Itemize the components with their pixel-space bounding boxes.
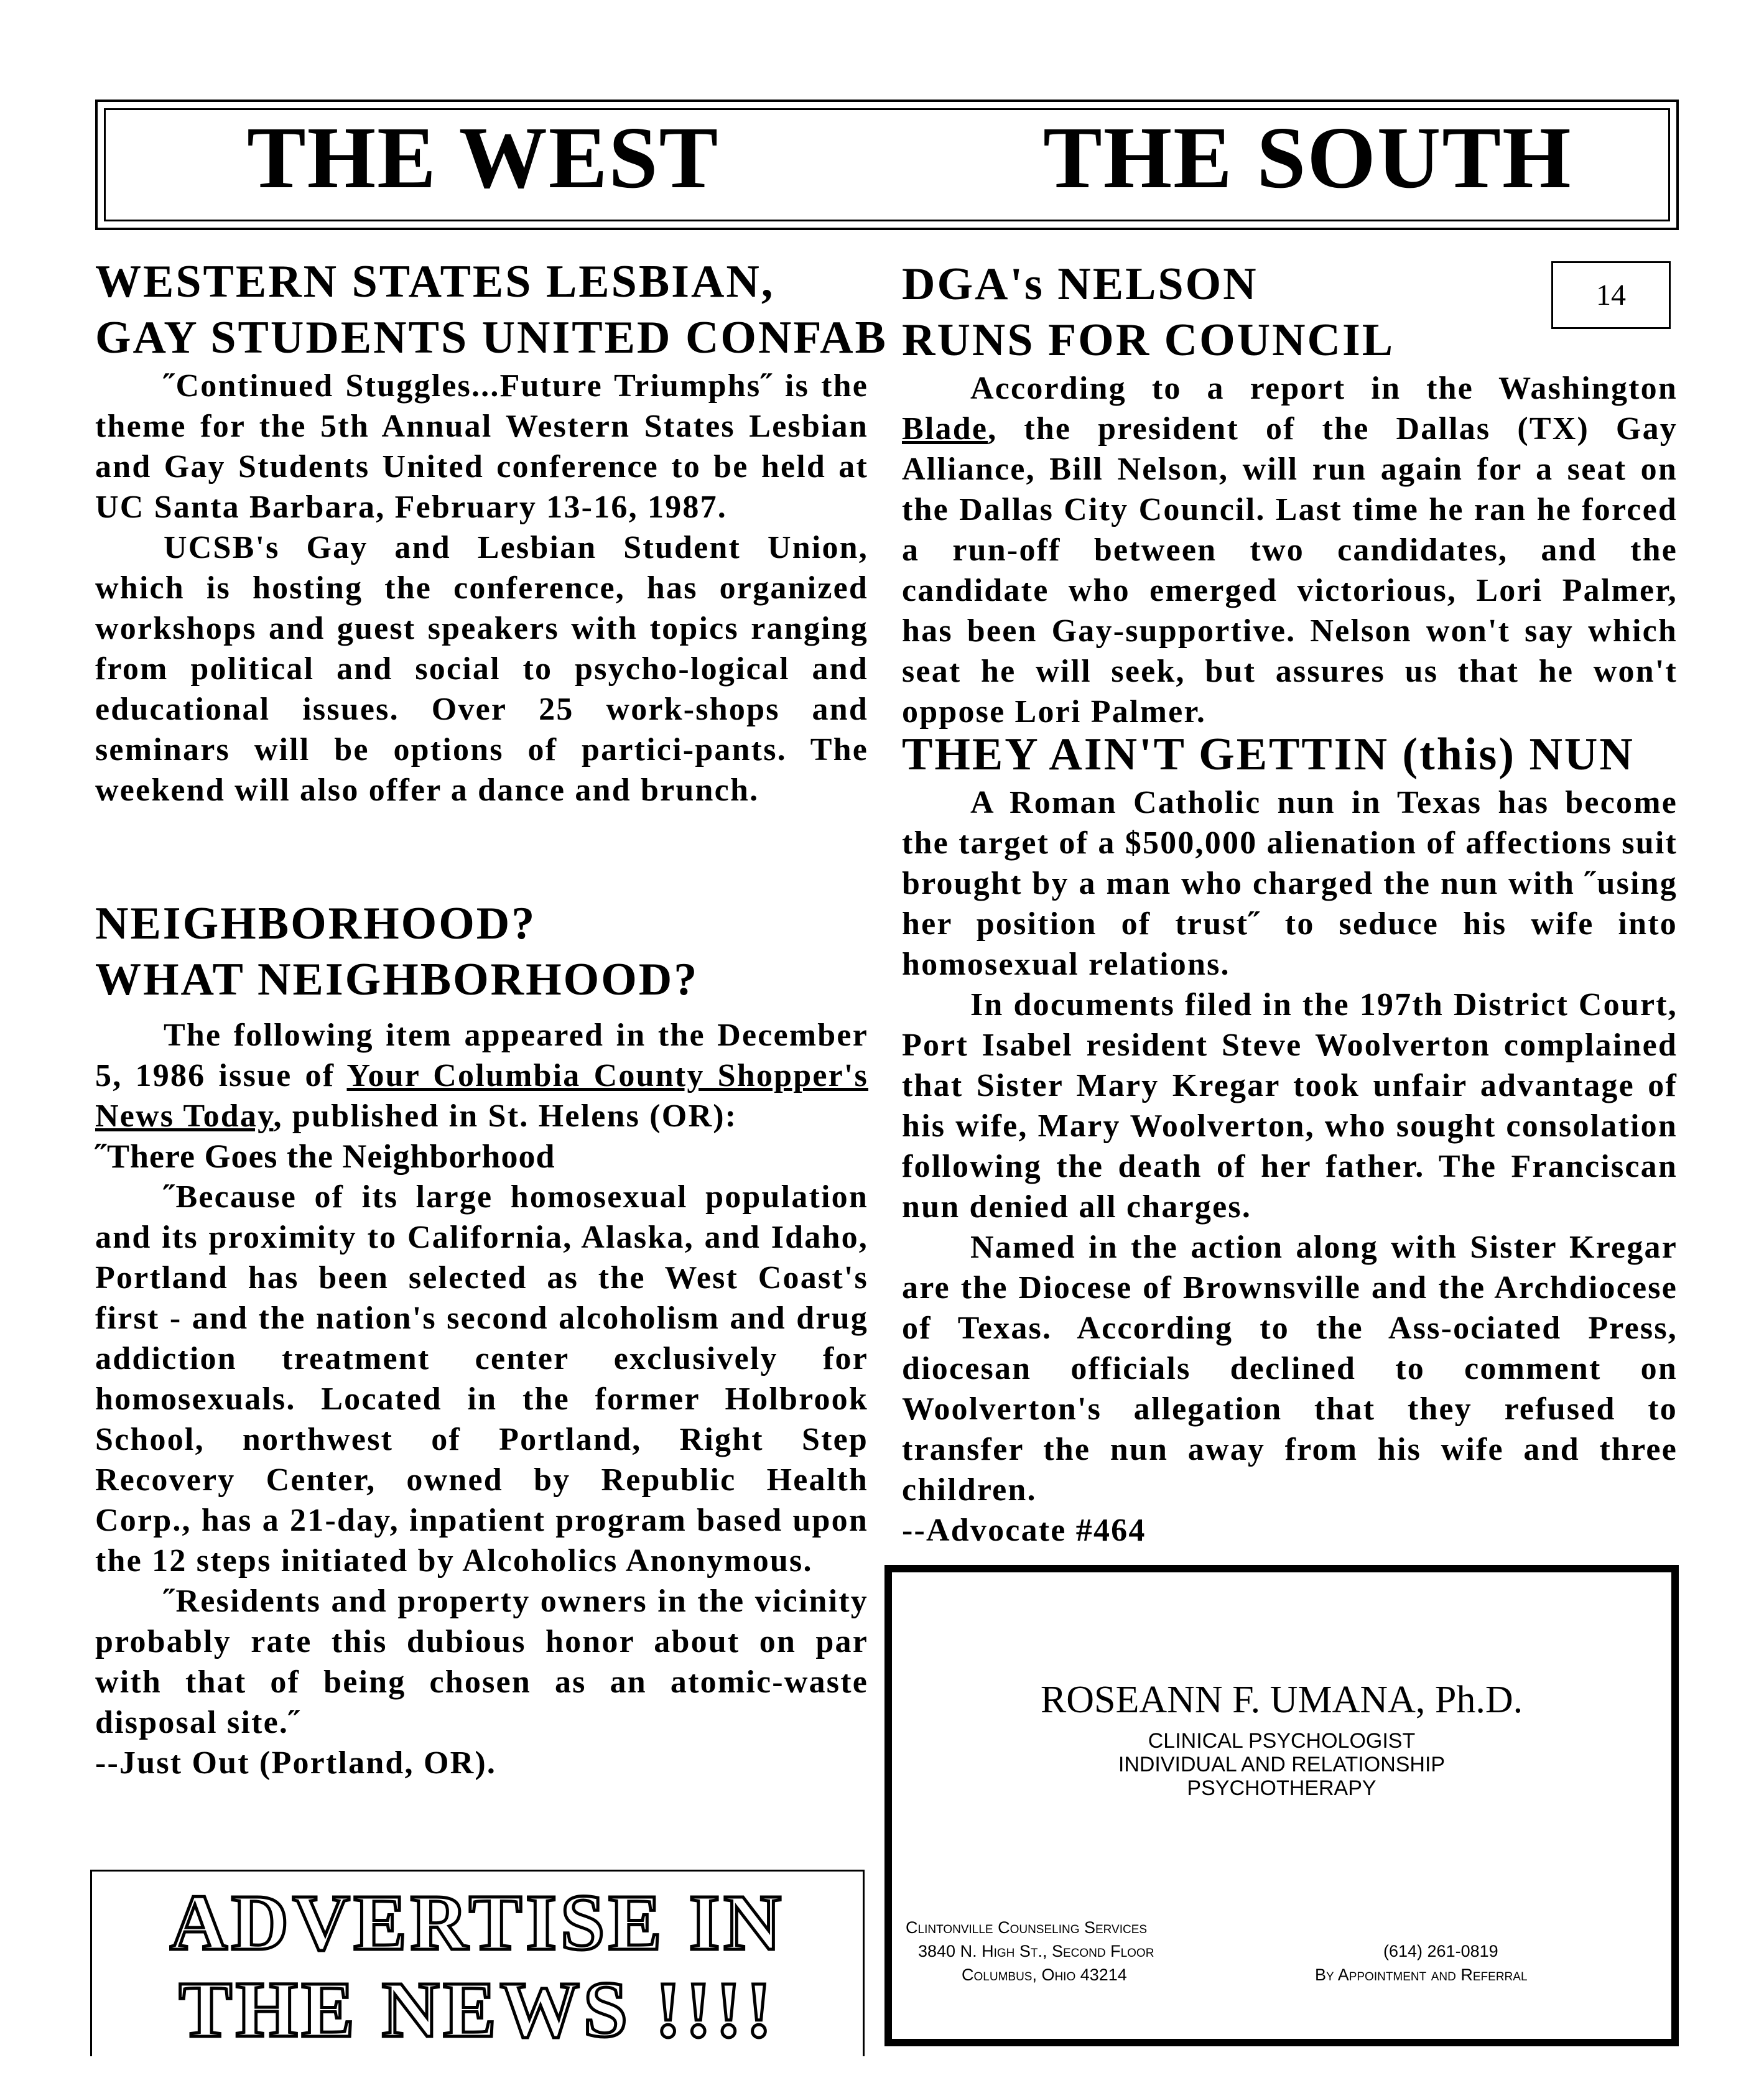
headline-line: WESTERN STATES LESBIAN, (95, 256, 775, 307)
section-title-south: THE SOUTH (1043, 108, 1572, 206)
article-nelson (902, 256, 1678, 732)
card-title-line: CLINICAL PSYCHOLOGIST (1148, 1729, 1416, 1753)
paragraph: ˝Because of its large homosexual population and its proximity to California, Alaska, and Idaho, Portland has been selected as the West Coast's first - and the nation's second alcoholism and drug addiction treatment center exclusively for homosexuals. Located in the former Holbrook School, northwest of Portland, Right Step Recovery Center, owned by Republic Health Corp., has a 21-day, inpatient program based upon the 12 steps initiated by Alcoholics Anonymous. (95, 1179, 868, 1579)
card-title-line: INDIVIDUAL AND RELATIONSHIP (1118, 1753, 1446, 1776)
headline-line: GAY STUDENTS UNITED CONFAB (95, 312, 888, 363)
text: According to a report in the Washington (970, 371, 1678, 406)
card-city: Columbus, Ohio 43214 (962, 1965, 1127, 1984)
headline-line: RUNS FOR COUNCIL (902, 315, 1395, 366)
card-phone: (614) 261-0819 (1383, 1942, 1498, 1960)
paragraph (902, 368, 1678, 732)
article-neighborhood (95, 896, 868, 1783)
ad-line: THE NEWS !!!! (179, 1965, 776, 2054)
publication-blade: Blade (902, 411, 988, 447)
headline-line: NEIGHBORHOOD? (95, 898, 537, 949)
paragraph: Named in the action along with Sister Kregar are the Diocese of Brownsville and the Archdiocese of Texas. According to the Ass-ociated Press, diocesan officials declined to comment on Woolverton's allegation that they refused to transfer the nun away from his wife and three children. (902, 1230, 1678, 1508)
paragraph: UCSB's Gay and Lesbian Student Union, which is hosting the conference, has organized workshops and guest speakers with topics ranging from political and social to psycho-logical and educational issues. Over 25 work-shops and seminars will be options of partici-pants. The weekend will also offer a dance and brunch. (95, 530, 868, 808)
intro-text: , published in St. Helens (OR): (273, 1098, 738, 1134)
section-header (95, 100, 1679, 230)
paragraph: In documents filed in the 197th District Court, Port Isabel resident Steve Woolverton complained that Sister Mary Kregar took unfair advantage of his wife, Mary Woolverton, who sought consolation following the death of her father. The Franciscan nun denied all charges. (902, 987, 1678, 1225)
ad-line: ADVERTISE IN (170, 1878, 785, 1967)
headline-line: WHAT NEIGHBORHOOD? (95, 954, 699, 1005)
page-number: 14 (1551, 261, 1671, 329)
headline-line: DGA's NELSON (902, 259, 1258, 310)
card-titles (892, 1729, 1671, 1800)
card-title-line: PSYCHOTHERAPY (1187, 1776, 1376, 1800)
paragraph: ˝Continued Stuggles...Future Triumphs˝ is the theme for the 5th Annual Western States Lesbian and Gay Students United conference to be held at UC Santa Barbara, February 13-16, 1987. (95, 368, 868, 525)
paragraph: ˝Residents and property owners in the vicinity probably rate this dubious honor about on par with that of being chosen as an atomic-waste disposal site.˝ (95, 1584, 868, 1740)
headline: THEY AIN'T GETTIN (this) NUN (902, 729, 1635, 780)
card-name: ROSEANN F. UMANA, Ph.D. (1040, 1679, 1523, 1721)
article-nun (902, 726, 1678, 1551)
card-note: By Appointment and Referral (1315, 1965, 1528, 1984)
card-address: 3840 N. High St., Second Floor (918, 1942, 1154, 1960)
source-credit: --Just Out (Portland, OR). (95, 1745, 497, 1781)
paragraph: A Roman Catholic nun in Texas has become the target of a $500,000 alienation of affections suit brought by a man who charged the nun with ˝using her position of trust˝ to seduce his wife into homosexual relations. (902, 785, 1678, 982)
article-western-states (95, 254, 888, 810)
quote-title: ˝There Goes the Neighborhood (95, 1138, 555, 1175)
intro-text: The following item appeared in the December 5, 1986 issue of (95, 1018, 868, 1093)
text: , the president of the Dallas (TX) Gay Alliance, Bill Nelson, will run again for a seat on the Dallas City Council. Last time he ran he forced a run-off between two candidates, and the candidate who emerged victorious, Lori Palmer, has been Gay-supportive. Nelson won't say which seat he will seek, but assures us that he won't oppose Lori Palmer. (902, 411, 1678, 730)
card-org: Clintonville Counseling Services (906, 1918, 1148, 1937)
advertise-box (90, 1870, 865, 2056)
publication-title: Your Columbia County Shopper's News Today (95, 1058, 868, 1134)
source-credit: --Advocate #464 (902, 1513, 1146, 1548)
paragraph (95, 1015, 868, 1136)
business-card-ad (884, 1565, 1679, 2046)
section-title-west: THE WEST (247, 108, 720, 206)
